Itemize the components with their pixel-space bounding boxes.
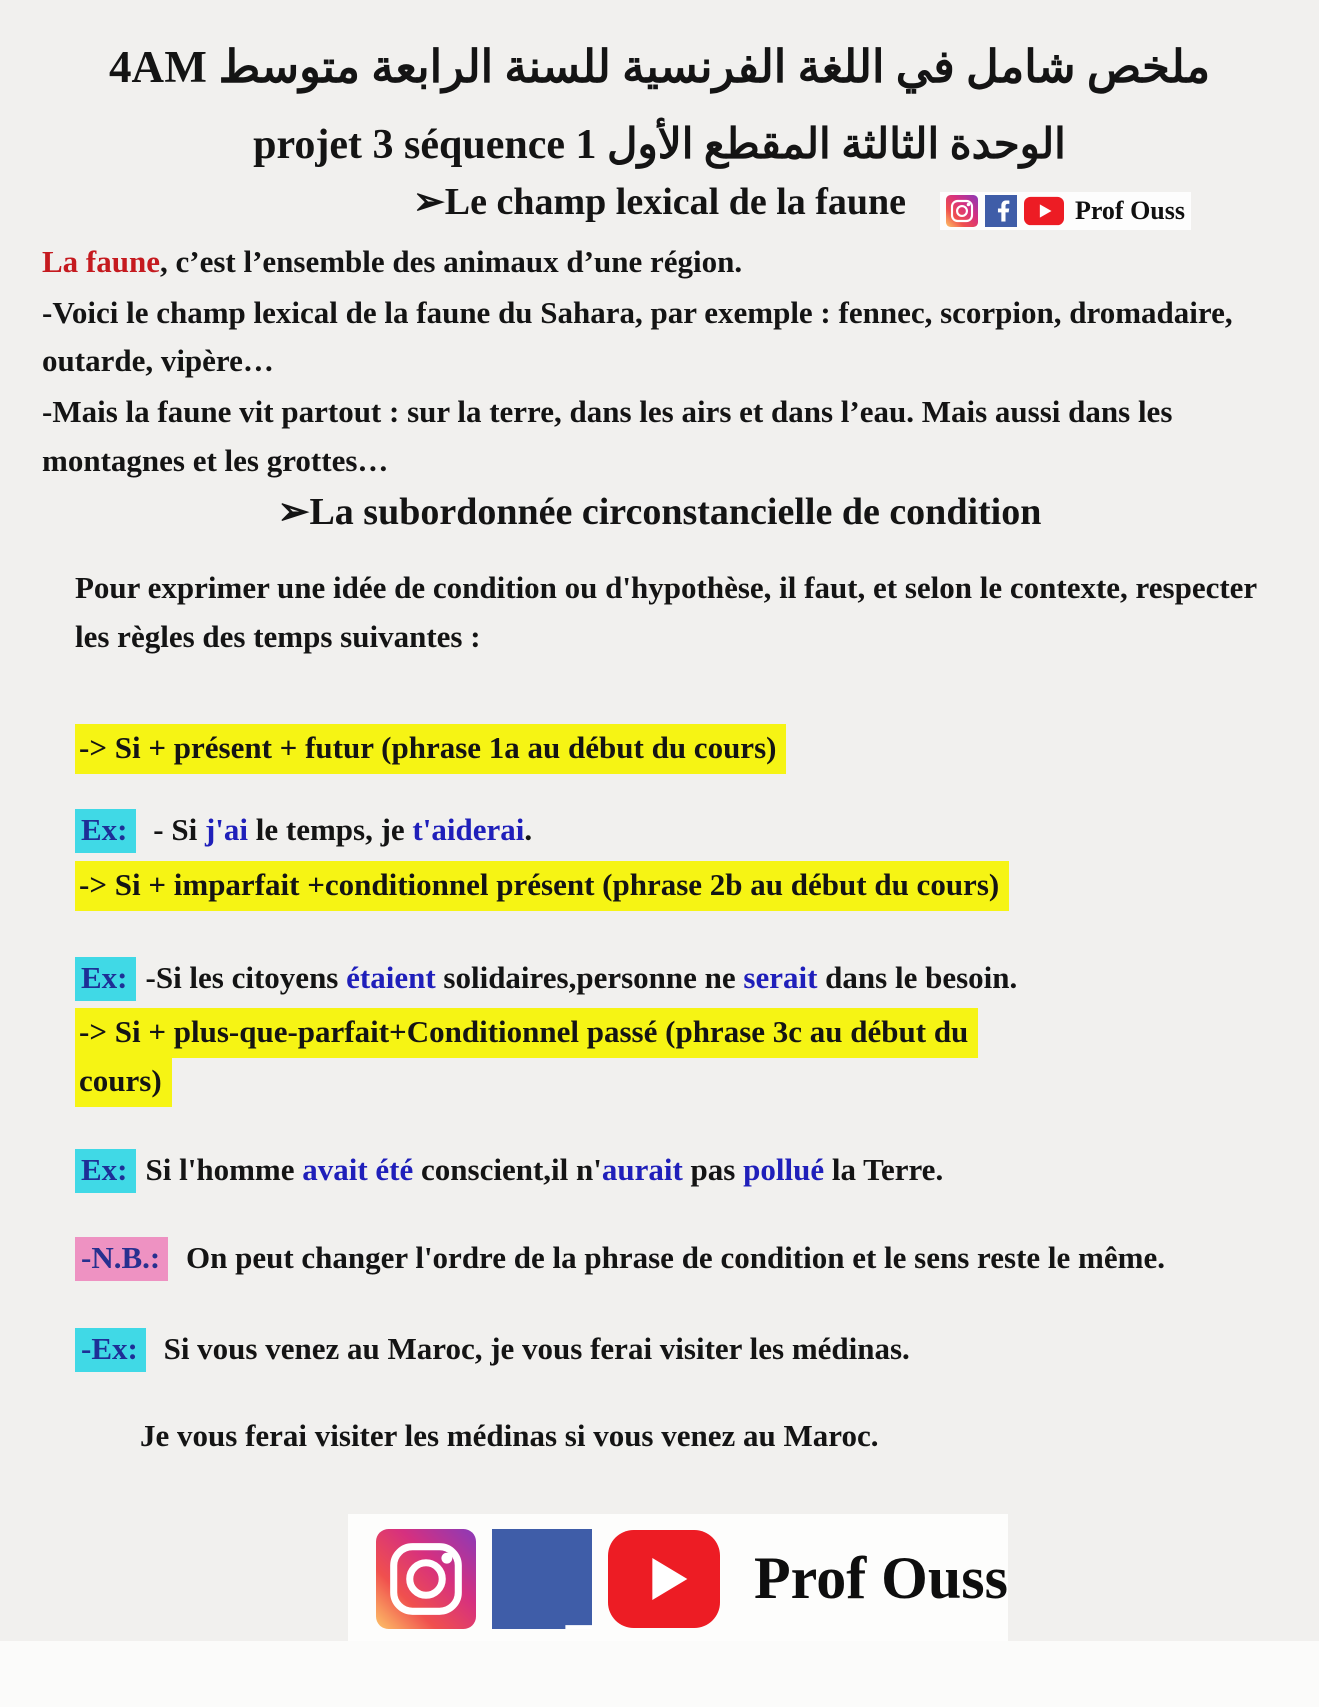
brand-name: Prof Ouss: [1074, 196, 1185, 225]
rule-1: [75, 724, 1289, 773]
example-2-seg: solidaires,personne ne: [435, 959, 744, 995]
nota-bene: [75, 1234, 1289, 1283]
rule-3: [75, 1008, 1289, 1105]
rule-2: [75, 861, 1289, 910]
facebook-icon: [985, 195, 1017, 227]
section-heading-faune: ➢Le champ lexical de la faune: [412, 181, 907, 223]
example-3-verb: aurait: [601, 1151, 683, 1187]
rule-3-line2: cours): [79, 1062, 162, 1098]
nb-text: On peut changer l'ordre de la phrase de condition et le sens reste le même.: [178, 1240, 1165, 1276]
social-badge: [940, 192, 1191, 230]
example-4-text: Si vous venez au Maroc, je vous ferai visiter les médinas.: [155, 1330, 910, 1366]
instagram-icon: [946, 195, 978, 227]
example-1: [75, 806, 1289, 855]
footer-logo: [348, 1514, 1008, 1648]
rule-3-text: [75, 1008, 978, 1107]
instagram-icon: [376, 1529, 476, 1629]
example-1-verb: t'aiderai: [412, 812, 525, 848]
example-4-label: -Ex:: [75, 1328, 146, 1372]
faune-paragraphs: [0, 224, 1319, 485]
rule-1-text: -> Si + présent + futur (phrase 1a au début du cours): [75, 724, 786, 774]
faune-definition-rest: , c’est l’ensemble des animaux d’une région.: [160, 244, 743, 279]
inverted-sentence: Je vous ferai visiter les médinas si vous venez au Maroc.: [140, 1417, 879, 1453]
facebook-icon: [492, 1529, 592, 1629]
example-1-seg: - Si: [145, 812, 205, 848]
condition-intro: Pour exprimer une idée de condition ou d'hypothèse, il faut, et selon le contexte, respecter les règles des temps suivantes :: [75, 570, 1257, 654]
example-3-seg: pas: [682, 1151, 744, 1187]
example-3-seg: la Terre.: [824, 1151, 944, 1187]
example-2-seg: -Si les citoyens: [145, 959, 347, 995]
example-2-verb: serait: [743, 959, 818, 995]
example-2-verb: étaient: [346, 959, 436, 995]
example-3-seg: Si l'homme: [145, 1151, 303, 1187]
example-3-label: Ex:: [75, 1149, 136, 1193]
faune-definition-lead: La faune: [42, 244, 160, 279]
page-subtitle: projet 3 séquence 1 الوحدة الثالثة المقطع الأول: [253, 122, 1066, 168]
condition-block: [75, 564, 1289, 1373]
example-1-seg: .: [524, 812, 533, 848]
section-heading-condition: ➢La subordonnée circonstancielle de condition: [277, 491, 1042, 534]
example-1-verb: j'ai: [204, 812, 248, 848]
example-1-seg: le temps, je: [248, 812, 413, 848]
example-3-verb: pollué: [743, 1151, 825, 1187]
example-2-seg: dans le besoin.: [817, 959, 1018, 995]
example-3-verb: avait été: [302, 1151, 414, 1187]
example-3-seg: conscient,il n': [413, 1151, 602, 1187]
faune-habitat-line: -Mais la faune vit partout : sur la terre, dans les airs et dans l’eau. Mais aussi dans les montagnes et les grottes…: [42, 393, 1173, 478]
faune-definition: [42, 238, 1289, 287]
page-title: ملخص شامل في اللغة الفرنسية للسنة الرابعة متوسط 4AM: [108, 42, 1211, 92]
example-4: [75, 1325, 1289, 1374]
nb-label: -N.B.:: [75, 1237, 168, 1281]
example-1-label: Ex:: [75, 809, 136, 853]
page-bottom-margin: [0, 1641, 1319, 1707]
youtube-icon: [608, 1530, 720, 1628]
faune-sahara-line: -Voici le champ lexical de la faune du Sahara, par exemple : fennec, scorpion, dromadaire, outarde, vipère…: [42, 294, 1233, 379]
example-3: [75, 1146, 1289, 1195]
example-2: [75, 954, 1289, 1003]
example-2-label: Ex:: [75, 957, 136, 1001]
youtube-icon: [1024, 196, 1064, 226]
rule-3-line1: -> Si + plus-que-parfait+Conditionnel passé (phrase 3c au début du: [79, 1014, 969, 1050]
brand-name: Prof Ouss: [754, 1545, 1008, 1611]
rule-2-text: -> Si + imparfait +conditionnel présent (phrase 2b au début du cours): [75, 861, 1009, 911]
